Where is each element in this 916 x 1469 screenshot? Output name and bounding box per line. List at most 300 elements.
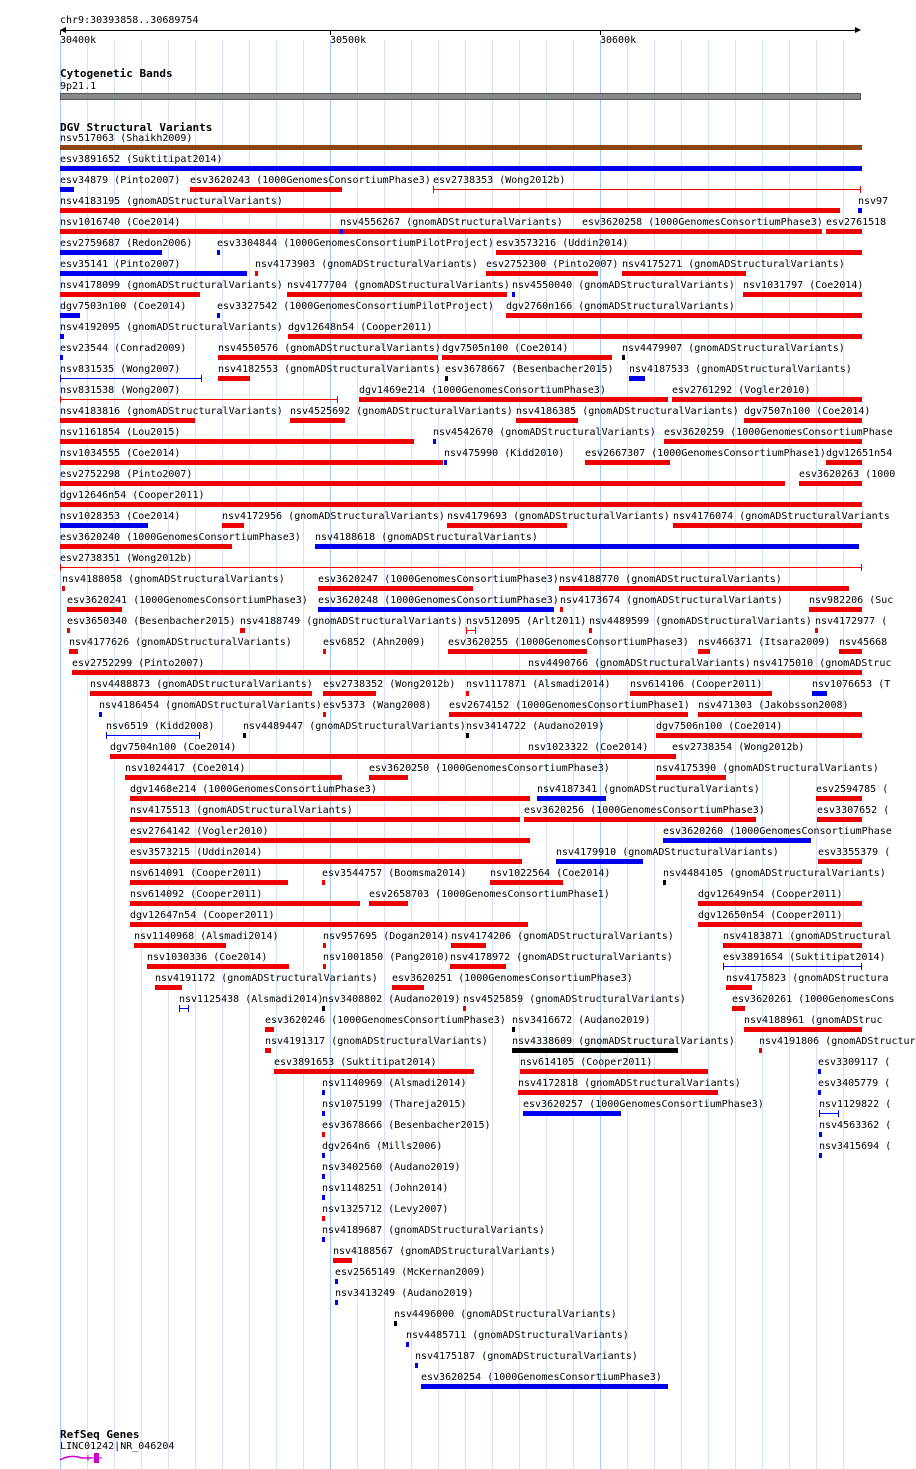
dgv-variant-bar[interactable] bbox=[732, 1006, 745, 1011]
dgv-variant-label[interactable]: dgv7507n100 (Coe2014) bbox=[744, 406, 871, 417]
dgv-variant-bar[interactable] bbox=[322, 1153, 325, 1158]
dgv-variant-bar[interactable] bbox=[147, 964, 289, 969]
dgv-variant-label[interactable]: nsv4172818 (gnomADStructuralVariants) bbox=[518, 1078, 741, 1089]
dgv-variant-label[interactable]: nsv4496000 (gnomADStructuralVariants) bbox=[394, 1309, 617, 1320]
dgv-variant-label[interactable]: nsv1125438 (Alsmadi2014) bbox=[179, 994, 324, 1005]
dgv-variant-bar[interactable] bbox=[664, 439, 862, 444]
refseq-gene-glyph[interactable] bbox=[58, 1452, 104, 1464]
dgv-variant-label[interactable]: esv5373 (Wang2008) bbox=[323, 700, 432, 711]
dgv-variant-label[interactable]: dgv12647n54 (Cooper2011) bbox=[130, 910, 275, 921]
dgv-variant-line[interactable] bbox=[819, 1113, 839, 1114]
dgv-variant-bar[interactable] bbox=[369, 775, 408, 780]
dgv-variant-label[interactable]: nsv1161854 (Lou2015) bbox=[60, 427, 181, 438]
dgv-variant-bar[interactable] bbox=[130, 817, 520, 822]
dgv-variant-label[interactable]: nsv1024417 (Coe2014) bbox=[125, 763, 246, 774]
dgv-variant-bar[interactable] bbox=[60, 250, 162, 255]
dgv-variant-bar[interactable] bbox=[537, 796, 606, 801]
dgv-variant-label[interactable]: nsv4183871 (gnomADStructural bbox=[723, 931, 892, 942]
dgv-variant-bar[interactable] bbox=[656, 775, 726, 780]
dgv-variant-label[interactable]: nsv4525859 (gnomADStructuralVariants) bbox=[463, 994, 686, 1005]
dgv-variant-label[interactable]: esv3620257 (1000GenomesConsortiumPhase3) bbox=[523, 1099, 764, 1110]
dgv-variant-line[interactable] bbox=[106, 735, 200, 736]
dgv-variant-label[interactable]: esv3355379 ( bbox=[818, 847, 891, 858]
dgv-variant-bar[interactable] bbox=[622, 271, 746, 276]
dgv-variant-label[interactable]: dgv7504n100 (Coe2014) bbox=[110, 742, 237, 753]
dgv-variant-label[interactable]: esv3620241 (1000GenomesConsortiumPhase3) bbox=[67, 595, 308, 606]
dgv-variant-label[interactable]: esv2674152 (1000GenomesConsortiumPhase1) bbox=[449, 700, 690, 711]
dgv-variant-bar[interactable] bbox=[62, 586, 65, 591]
dgv-variant-label[interactable]: esv3620247 (1000GenomesConsortiumPhase3) bbox=[318, 574, 559, 585]
dgv-variant-label[interactable]: nsv831538 (Wong2007) bbox=[60, 385, 181, 396]
dgv-variant-label[interactable]: dgv2760n166 (gnomADStructuralVariants) bbox=[506, 301, 735, 312]
dgv-variant-label[interactable]: esv3620256 (1000GenomesConsortiumPhase3) bbox=[524, 805, 765, 816]
dgv-variant-bar[interactable] bbox=[323, 964, 326, 969]
dgv-variant-bar[interactable] bbox=[858, 208, 862, 213]
dgv-variant-bar[interactable] bbox=[323, 712, 326, 717]
dgv-variant-bar[interactable] bbox=[826, 460, 862, 465]
dgv-variant-label[interactable]: nsv4187533 (gnomADStructuralVariants) bbox=[629, 364, 852, 375]
dgv-variant-bar[interactable] bbox=[523, 1111, 621, 1116]
dgv-variant-bar[interactable] bbox=[60, 418, 195, 423]
dgv-variant-bar[interactable] bbox=[222, 523, 244, 528]
dgv-variant-label[interactable]: nsv4188058 (gnomADStructuralVariants) bbox=[62, 574, 285, 585]
dgv-variant-label[interactable]: nsv4556267 (gnomADStructuralVariants) bbox=[340, 217, 563, 228]
dgv-variant-bar[interactable] bbox=[447, 523, 567, 528]
dgv-variant-label[interactable]: nsv1075199 (Thareja2015) bbox=[322, 1099, 467, 1110]
dgv-variant-label[interactable]: esv3620260 (1000GenomesConsortiumPhase bbox=[663, 826, 892, 837]
dgv-variant-label[interactable]: dgv12648n54 (Cooper2011) bbox=[288, 322, 433, 333]
dgv-variant-line[interactable] bbox=[723, 966, 862, 967]
dgv-variant-bar[interactable] bbox=[759, 1048, 762, 1053]
dgv-variant-label[interactable]: nsv4173674 (gnomADStructuralVariants) bbox=[560, 595, 783, 606]
dgv-variant-label[interactable]: esv3620255 (1000GenomesConsortiumPhase3) bbox=[448, 637, 689, 648]
dgv-variant-bar[interactable] bbox=[60, 481, 785, 486]
dgv-variant-bar[interactable] bbox=[60, 460, 443, 465]
dgv-variant-label[interactable]: esv3891653 (Suktitipat2014) bbox=[274, 1057, 437, 1068]
dgv-variant-label[interactable]: esv2752300 (Pinto2007) bbox=[486, 259, 619, 270]
dgv-variant-label[interactable]: nsv4188618 (gnomADStructuralVariants) bbox=[315, 532, 538, 543]
dgv-variant-bar[interactable] bbox=[490, 880, 563, 885]
dgv-variant-bar[interactable] bbox=[818, 859, 862, 864]
dgv-variant-label[interactable]: nsv614106 (Cooper2011) bbox=[630, 679, 763, 690]
dgv-variant-bar[interactable] bbox=[826, 229, 862, 234]
dgv-variant-bar[interactable] bbox=[322, 1237, 325, 1242]
dgv-variant-bar[interactable] bbox=[265, 1048, 271, 1053]
dgv-variant-bar[interactable] bbox=[323, 649, 326, 654]
dgv-variant-label[interactable]: nsv4179910 (gnomADStructuralVariants) bbox=[556, 847, 779, 858]
dgv-variant-label[interactable]: dgv12649n54 (Cooper2011) bbox=[698, 889, 843, 900]
dgv-variant-label[interactable]: esv3620259 (1000GenomesConsortiumPhase bbox=[664, 427, 893, 438]
dgv-variant-bar[interactable] bbox=[448, 649, 587, 654]
dgv-variant-label[interactable]: nsv614092 (Cooper2011) bbox=[130, 889, 263, 900]
dgv-variant-bar[interactable] bbox=[60, 292, 200, 297]
dgv-variant-bar[interactable] bbox=[556, 859, 643, 864]
dgv-variant-label[interactable]: nsv4177704 (gnomADStructuralVariants) bbox=[287, 280, 510, 291]
dgv-variant-label[interactable]: nsv1140968 (Alsmadi2014) bbox=[134, 931, 279, 942]
dgv-variant-label[interactable]: nsv4479907 (gnomADStructuralVariants) bbox=[622, 343, 845, 354]
dgv-variant-bar[interactable] bbox=[99, 712, 102, 717]
dgv-variant-label[interactable]: nsv4172956 (gnomADStructuralVariants) bbox=[222, 511, 445, 522]
dgv-variant-label[interactable]: nsv3415694 ( bbox=[819, 1141, 892, 1152]
dgv-variant-label[interactable]: esv3620258 (1000GenomesConsortiumPhase3) bbox=[582, 217, 823, 228]
dgv-variant-label[interactable]: esv3620240 (1000GenomesConsortiumPhase3) bbox=[60, 532, 301, 543]
dgv-variant-label[interactable]: nsv466371 (Itsara2009) bbox=[698, 637, 831, 648]
dgv-variant-bar[interactable] bbox=[60, 166, 862, 171]
dgv-variant-label[interactable]: esv3620263 (1000 bbox=[799, 469, 896, 480]
dgv-variant-label[interactable]: nsv1129822 ( bbox=[819, 1099, 892, 1110]
dgv-variant-label[interactable]: nsv4175390 (gnomADStructuralVariants) bbox=[656, 763, 879, 774]
dgv-variant-label[interactable]: nsv4488873 (gnomADStructuralVariants) bbox=[90, 679, 313, 690]
dgv-variant-label[interactable]: nsv1117871 (Alsmadi2014) bbox=[466, 679, 611, 690]
dgv-variant-label[interactable]: esv2658703 (1000GenomesConsortiumPhase1) bbox=[369, 889, 610, 900]
dgv-variant-label[interactable]: esv2752299 (Pinto2007) bbox=[72, 658, 205, 669]
dgv-variant-bar[interactable] bbox=[322, 1090, 325, 1095]
dgv-variant-label[interactable]: esv3573216 (Uddin2014) bbox=[496, 238, 629, 249]
dgv-variant-label[interactable]: nsv614105 (Cooper2011) bbox=[520, 1057, 653, 1068]
dgv-variant-bar[interactable] bbox=[528, 754, 676, 759]
dgv-variant-bar[interactable] bbox=[359, 397, 668, 402]
dgv-variant-bar[interactable] bbox=[315, 544, 859, 549]
dgv-variant-bar[interactable] bbox=[560, 607, 563, 612]
dgv-variant-label[interactable]: nsv45668 bbox=[839, 637, 888, 648]
dgv-variant-bar[interactable] bbox=[274, 1069, 474, 1074]
dgv-variant-label[interactable]: nsv4188961 (gnomADStruc bbox=[744, 1015, 883, 1026]
dgv-variant-bar[interactable] bbox=[585, 460, 670, 465]
dgv-variant-bar[interactable] bbox=[67, 628, 70, 633]
dgv-variant-bar[interactable] bbox=[60, 523, 148, 528]
dgv-variant-label[interactable]: nsv3413249 (Audano2019) bbox=[335, 1288, 474, 1299]
dgv-variant-bar[interactable] bbox=[394, 1321, 397, 1326]
dgv-variant-label[interactable]: nsv4189687 (gnomADStructuralVariants) bbox=[322, 1225, 545, 1236]
dgv-variant-bar[interactable] bbox=[369, 901, 408, 906]
dgv-variant-label[interactable]: nsv4188749 (gnomADStructuralVariants) bbox=[240, 616, 463, 627]
dgv-variant-label[interactable]: esv2761518 bbox=[826, 217, 887, 228]
dgv-variant-label[interactable]: nsv4489599 (gnomADStructuralVariants) bbox=[589, 616, 812, 627]
dgv-variant-label[interactable]: esv6852 (Ahn2009) bbox=[323, 637, 426, 648]
dgv-variant-bar[interactable] bbox=[809, 607, 862, 612]
dgv-variant-bar[interactable] bbox=[559, 586, 849, 591]
dgv-variant-bar[interactable] bbox=[723, 943, 862, 948]
dgv-variant-bar[interactable] bbox=[663, 838, 811, 843]
dgv-variant-label[interactable]: nsv4175513 (gnomADStructuralVariants) bbox=[130, 805, 353, 816]
dgv-variant-bar[interactable] bbox=[322, 1111, 325, 1116]
dgv-variant-label[interactable]: nsv1016740 (Coe2014) bbox=[60, 217, 181, 228]
dgv-variant-bar[interactable] bbox=[451, 943, 486, 948]
dgv-variant-label[interactable]: esv2594785 ( bbox=[816, 784, 889, 795]
dgv-variant-label[interactable]: dgv12650n54 (Cooper2011) bbox=[698, 910, 843, 921]
dgv-variant-bar[interactable] bbox=[524, 817, 756, 822]
dgv-variant-label[interactable]: esv2565149 (McKernan2009) bbox=[335, 1267, 486, 1278]
dgv-variant-label[interactable]: nsv1076653 (T bbox=[812, 679, 891, 690]
dgv-variant-label[interactable]: nsv4178972 (gnomADStructuralVariants) bbox=[450, 952, 673, 963]
dgv-variant-bar[interactable] bbox=[125, 775, 342, 780]
dgv-variant-bar[interactable] bbox=[839, 649, 862, 654]
dgv-variant-label[interactable]: nsv4484105 (gnomADStructuralVariants) bbox=[663, 868, 886, 879]
dgv-variant-label[interactable]: nsv4175271 (gnomADStructuralVariants) bbox=[622, 259, 845, 270]
dgv-variant-bar[interactable] bbox=[322, 1216, 325, 1221]
dgv-variant-label[interactable]: nsv4542670 (gnomADStructuralVariants) bbox=[433, 427, 656, 438]
dgv-variant-label[interactable]: nsv475990 (Kidd2010) bbox=[444, 448, 565, 459]
dgv-variant-bar[interactable] bbox=[240, 628, 245, 633]
dgv-variant-label[interactable]: esv2738354 (Wong2012b) bbox=[672, 742, 805, 753]
dgv-variant-bar[interactable] bbox=[589, 628, 592, 633]
dgv-variant-label[interactable]: esv2738352 (Wong2012b) bbox=[323, 679, 456, 690]
dgv-variant-bar[interactable] bbox=[421, 1384, 668, 1389]
dgv-variant-label[interactable]: nsv4172977 ( bbox=[815, 616, 888, 627]
dgv-variant-bar[interactable] bbox=[60, 544, 232, 549]
dgv-variant-bar[interactable] bbox=[69, 649, 78, 654]
dgv-variant-label[interactable]: esv3620261 (1000GenomesCons bbox=[732, 994, 895, 1005]
dgv-variant-bar[interactable] bbox=[506, 313, 862, 318]
dgv-variant-bar[interactable] bbox=[67, 607, 122, 612]
dgv-variant-label[interactable]: esv2738351 (Wong2012b) bbox=[60, 553, 193, 564]
dgv-variant-bar[interactable] bbox=[60, 502, 862, 507]
dgv-variant-label[interactable]: esv2752298 (Pinto2007) bbox=[60, 469, 193, 480]
dgv-variant-label[interactable]: esv35141 (Pinto2007) bbox=[60, 259, 181, 270]
dgv-variant-label[interactable]: nsv1325712 (Levy2007) bbox=[322, 1204, 449, 1215]
dgv-variant-label[interactable]: nsv4186454 (gnomADStructuralVariants) bbox=[99, 700, 322, 711]
dgv-variant-bar[interactable] bbox=[218, 376, 250, 381]
dgv-variant-label[interactable]: nsv1140969 (Alsmadi2014) bbox=[322, 1078, 467, 1089]
dgv-variant-label[interactable]: nsv614091 (Cooper2011) bbox=[130, 868, 263, 879]
dgv-variant-bar[interactable] bbox=[406, 1342, 409, 1347]
dgv-variant-label[interactable]: esv3891654 (Suktitipat2014) bbox=[723, 952, 886, 963]
dgv-variant-bar[interactable] bbox=[130, 901, 360, 906]
dgv-variant-bar[interactable] bbox=[110, 754, 530, 759]
dgv-variant-label[interactable]: nsv3416672 (Audano2019) bbox=[512, 1015, 651, 1026]
dgv-variant-bar[interactable] bbox=[444, 460, 447, 465]
dgv-variant-bar[interactable] bbox=[134, 943, 226, 948]
dgv-variant-label[interactable]: dgv7505n100 (Coe2014) bbox=[442, 343, 569, 354]
dgv-variant-label[interactable]: esv2761292 (Vogler2010) bbox=[672, 385, 811, 396]
dgv-variant-bar[interactable] bbox=[318, 607, 554, 612]
dgv-variant-line[interactable] bbox=[433, 189, 861, 190]
dgv-variant-label[interactable]: esv2764142 (Vogler2010) bbox=[130, 826, 269, 837]
dgv-variant-label[interactable]: nsv3414722 (Audano2019) bbox=[466, 721, 605, 732]
dgv-variant-bar[interactable] bbox=[217, 313, 220, 318]
dgv-variant-label[interactable]: esv2759687 (Redon2006) bbox=[60, 238, 193, 249]
dgv-variant-label[interactable]: nsv4183816 (gnomADStructuralVariants) bbox=[60, 406, 283, 417]
dgv-variant-bar[interactable] bbox=[629, 376, 645, 381]
dgv-variant-line[interactable] bbox=[60, 567, 862, 568]
dgv-variant-label[interactable]: nsv831535 (Wong2007) bbox=[60, 364, 181, 375]
dgv-variant-bar[interactable] bbox=[60, 208, 840, 213]
dgv-variant-bar[interactable] bbox=[318, 586, 473, 591]
dgv-variant-label[interactable]: nsv4191806 (gnomADStructur bbox=[759, 1036, 916, 1047]
dgv-variant-bar[interactable] bbox=[322, 1174, 325, 1179]
dgv-variant-label[interactable]: dgv1469e214 (1000GenomesConsortiumPhase3) bbox=[359, 385, 606, 396]
dgv-variant-bar[interactable] bbox=[255, 271, 258, 276]
dgv-variant-label[interactable]: nsv4550040 (gnomADStructuralVariants) bbox=[512, 280, 735, 291]
dgv-variant-label[interactable]: esv3544757 (Boomsma2014) bbox=[322, 868, 467, 879]
dgv-variant-bar[interactable] bbox=[60, 271, 247, 276]
dgv-variant-label[interactable]: nsv4338609 (gnomADStructuralVariants) bbox=[512, 1036, 735, 1047]
dgv-variant-bar[interactable] bbox=[155, 985, 182, 990]
dgv-variant-bar[interactable] bbox=[622, 355, 625, 360]
dgv-variant-label[interactable]: dgv7506n100 (Coe2014) bbox=[656, 721, 783, 732]
dgv-variant-bar[interactable] bbox=[516, 418, 578, 423]
dgv-variant-label[interactable]: esv3678666 (Besenbacher2015) bbox=[322, 1120, 491, 1131]
dgv-variant-label[interactable]: nsv97 bbox=[858, 196, 889, 207]
dgv-variant-line[interactable] bbox=[60, 378, 202, 379]
dgv-variant-label[interactable]: nsv1030336 (Coe2014) bbox=[147, 952, 268, 963]
dgv-variant-bar[interactable] bbox=[323, 691, 376, 696]
dgv-variant-label[interactable]: nsv1001850 (Pang2010) bbox=[323, 952, 450, 963]
dgv-variant-label[interactable]: esv3573215 (Uddin2014) bbox=[130, 847, 263, 858]
dgv-variant-bar[interactable] bbox=[726, 985, 752, 990]
dgv-variant-label[interactable]: nsv517063 (Shaikh2009) bbox=[60, 133, 193, 144]
dgv-variant-label[interactable]: esv3620248 (1000GenomesConsortiumPhase3) bbox=[318, 595, 559, 606]
dgv-variant-bar[interactable] bbox=[743, 292, 862, 297]
dgv-variant-bar[interactable] bbox=[190, 187, 342, 192]
dgv-variant-bar[interactable] bbox=[520, 1069, 708, 1074]
dgv-variant-bar[interactable] bbox=[130, 922, 528, 927]
dgv-variant-bar[interactable] bbox=[496, 250, 862, 255]
dgv-variant-label[interactable]: nsv4177626 (gnomADStructuralVariants) bbox=[69, 637, 292, 648]
dgv-variant-label[interactable]: esv3891652 (Suktitipat2014) bbox=[60, 154, 223, 165]
dgv-variant-bar[interactable] bbox=[698, 712, 862, 717]
dgv-variant-bar[interactable] bbox=[698, 649, 710, 654]
dgv-variant-bar[interactable] bbox=[512, 1048, 678, 1053]
dgv-variant-label[interactable]: nsv4188567 (gnomADStructuralVariants) bbox=[333, 1246, 556, 1257]
dgv-variant-label[interactable]: nsv4490766 (gnomADStructuralVariants) bbox=[528, 658, 751, 669]
dgv-variant-label[interactable]: esv3620250 (1000GenomesConsortiumPhase3) bbox=[369, 763, 610, 774]
dgv-variant-bar[interactable] bbox=[528, 670, 760, 675]
dgv-variant-bar[interactable] bbox=[322, 880, 325, 885]
dgv-variant-bar[interactable] bbox=[60, 145, 862, 150]
dgv-variant-bar[interactable] bbox=[60, 187, 74, 192]
dgv-variant-bar[interactable] bbox=[415, 1363, 418, 1368]
dgv-variant-bar[interactable] bbox=[630, 691, 772, 696]
dgv-variant-bar[interactable] bbox=[60, 439, 414, 444]
dgv-variant-label[interactable]: esv2738353 (Wong2012b) bbox=[433, 175, 566, 186]
dgv-variant-bar[interactable] bbox=[392, 985, 424, 990]
dgv-variant-label[interactable]: nsv471303 (Jakobsson2008) bbox=[698, 700, 849, 711]
dgv-variant-bar[interactable] bbox=[656, 733, 862, 738]
dgv-variant-label[interactable]: esv3650340 (Besenbacher2015) bbox=[67, 616, 236, 627]
dgv-variant-label[interactable]: nsv4489447 (gnomADStructuralVariants) bbox=[243, 721, 466, 732]
refseq-gene-label[interactable]: LINC01242|NR_046204 bbox=[60, 1441, 175, 1452]
dgv-variant-label[interactable]: nsv6519 (Kidd2008) bbox=[106, 721, 215, 732]
dgv-variant-bar[interactable] bbox=[130, 859, 522, 864]
dgv-variant-bar[interactable] bbox=[130, 838, 530, 843]
dgv-variant-bar[interactable] bbox=[819, 1153, 822, 1158]
dgv-variant-bar[interactable] bbox=[322, 1132, 325, 1137]
dgv-variant-label[interactable]: esv2667307 (1000GenomesConsortiumPhase1) bbox=[585, 448, 826, 459]
dgv-variant-label[interactable]: nsv1023322 (Coe2014) bbox=[528, 742, 649, 753]
dgv-variant-bar[interactable] bbox=[450, 964, 506, 969]
dgv-variant-bar[interactable] bbox=[818, 1069, 821, 1074]
dgv-variant-label[interactable]: nsv982206 (Suc bbox=[809, 595, 894, 606]
dgv-variant-bar[interactable] bbox=[744, 418, 862, 423]
dgv-variant-bar[interactable] bbox=[60, 355, 63, 360]
dgv-variant-label[interactable]: nsv3408802 (Audano2019) bbox=[322, 994, 461, 1005]
dgv-variant-label[interactable]: dgv1468e214 (1000GenomesConsortiumPhase3) bbox=[130, 784, 377, 795]
dgv-variant-label[interactable]: esv34879 (Pinto2007) bbox=[60, 175, 181, 186]
dgv-variant-bar[interactable] bbox=[799, 481, 862, 486]
dgv-variant-label[interactable]: esv3620243 (1000GenomesConsortiumPhase3) bbox=[190, 175, 431, 186]
dgv-variant-bar[interactable] bbox=[442, 355, 612, 360]
dgv-variant-bar[interactable] bbox=[335, 1279, 338, 1284]
dgv-variant-bar[interactable] bbox=[817, 817, 862, 822]
dgv-variant-label[interactable]: esv3620246 (1000GenomesConsortiumPhase3) bbox=[265, 1015, 506, 1026]
dgv-variant-bar[interactable] bbox=[698, 922, 862, 927]
dgv-variant-bar[interactable] bbox=[518, 1090, 718, 1095]
dgv-variant-bar[interactable] bbox=[816, 796, 862, 801]
dgv-variant-line[interactable] bbox=[60, 399, 338, 400]
dgv-variant-label[interactable]: nsv4182553 (gnomADStructuralVariants) bbox=[218, 364, 441, 375]
dgv-variant-label[interactable]: nsv1028353 (Coe2014) bbox=[60, 511, 181, 522]
dgv-variant-label[interactable]: nsv4550576 (gnomADStructuralVariants) bbox=[218, 343, 441, 354]
dgv-variant-bar[interactable] bbox=[672, 754, 675, 759]
dgv-variant-label[interactable]: nsv1148251 (John2014) bbox=[322, 1183, 449, 1194]
dgv-variant-label[interactable]: nsv4175823 (gnomADStructura bbox=[726, 973, 889, 984]
dgv-variant-label[interactable]: nsv1022564 (Coe2014) bbox=[490, 868, 611, 879]
dgv-variant-label[interactable]: nsv4178099 (gnomADStructuralVariants) bbox=[60, 280, 283, 291]
dgv-variant-label[interactable]: nsv4183195 (gnomADStructuralVariants) bbox=[60, 196, 283, 207]
dgv-variant-label[interactable]: nsv512095 (Arlt2011) bbox=[466, 616, 587, 627]
dgv-variant-bar[interactable] bbox=[433, 439, 436, 444]
dgv-variant-bar[interactable] bbox=[672, 397, 862, 402]
dgv-variant-bar[interactable] bbox=[217, 250, 220, 255]
dgv-variant-bar[interactable] bbox=[819, 1132, 822, 1137]
dgv-variant-bar[interactable] bbox=[333, 1258, 352, 1263]
dgv-variant-label[interactable]: nsv4173903 (gnomADStructuralVariants) bbox=[255, 259, 478, 270]
dgv-variant-label[interactable]: nsv1034555 (Coe2014) bbox=[60, 448, 181, 459]
dgv-variant-label[interactable]: nsv4179693 (gnomADStructuralVariants) bbox=[447, 511, 670, 522]
dgv-variant-label[interactable]: esv3327542 (1000GenomesConsortiumPilotProject) bbox=[217, 301, 494, 312]
dgv-variant-label[interactable]: esv3309117 ( bbox=[818, 1057, 891, 1068]
dgv-variant-label[interactable]: esv3620251 (1000GenomesConsortiumPhase3) bbox=[392, 973, 633, 984]
dgv-variant-label[interactable]: nsv4485711 (gnomADStructuralVariants) bbox=[406, 1330, 629, 1341]
dgv-variant-bar[interactable] bbox=[663, 880, 666, 885]
dgv-variant-bar[interactable] bbox=[753, 670, 862, 675]
dgv-variant-bar[interactable] bbox=[812, 691, 827, 696]
dgv-variant-bar[interactable] bbox=[287, 292, 507, 297]
dgv-variant-bar[interactable] bbox=[466, 691, 469, 696]
dgv-variant-bar[interactable] bbox=[340, 229, 343, 234]
dgv-variant-label[interactable]: dgv264n6 (Mills2006) bbox=[322, 1141, 443, 1152]
dgv-variant-label[interactable]: dgv12646n54 (Cooper2011) bbox=[60, 490, 205, 501]
dgv-variant-label[interactable]: nsv4191172 (gnomADStructuralVariants) bbox=[155, 973, 378, 984]
dgv-variant-bar[interactable] bbox=[90, 691, 312, 696]
dgv-variant-bar[interactable] bbox=[335, 1300, 338, 1305]
dgv-variant-bar[interactable] bbox=[463, 1006, 466, 1011]
cytoband-bar[interactable] bbox=[60, 93, 861, 100]
dgv-variant-bar[interactable] bbox=[243, 733, 246, 738]
dgv-variant-bar[interactable] bbox=[445, 376, 448, 381]
dgv-variant-label[interactable]: esv3405779 ( bbox=[818, 1078, 891, 1089]
dgv-variant-bar[interactable] bbox=[322, 1195, 325, 1200]
dgv-variant-label[interactable]: nsv3402560 (Audano2019) bbox=[322, 1162, 461, 1173]
dgv-variant-label[interactable]: nsv4191317 (gnomADStructuralVariants) bbox=[265, 1036, 488, 1047]
dgv-variant-label[interactable]: nsv4175187 (gnomADStructuralVariants) bbox=[415, 1351, 638, 1362]
dgv-variant-label[interactable]: esv3307652 ( bbox=[817, 805, 890, 816]
dgv-variant-label[interactable]: dgv7503n100 (Coe2014) bbox=[60, 301, 187, 312]
dgv-variant-label[interactable]: nsv4175010 (gnomADStruc bbox=[753, 658, 892, 669]
dgv-variant-bar[interactable] bbox=[218, 355, 438, 360]
dgv-variant-label[interactable]: nsv4187341 (gnomADStructuralVariants) bbox=[537, 784, 760, 795]
dgv-variant-bar[interactable] bbox=[265, 1027, 274, 1032]
dgv-variant-bar[interactable] bbox=[60, 313, 80, 318]
dgv-variant-bar[interactable] bbox=[818, 1090, 821, 1095]
dgv-variant-label[interactable]: dgv12651n54 bbox=[826, 448, 893, 459]
dgv-variant-label[interactable]: nsv4563362 ( bbox=[819, 1120, 892, 1131]
dgv-variant-bar[interactable] bbox=[60, 334, 64, 339]
dgv-variant-label[interactable]: esv23544 (Conrad2009) bbox=[60, 343, 187, 354]
dgv-variant-label[interactable]: esv3620254 (1000GenomesConsortiumPhase3) bbox=[421, 1372, 662, 1383]
dgv-variant-label[interactable]: nsv4176074 (gnomADStructuralVariants bbox=[673, 511, 890, 522]
